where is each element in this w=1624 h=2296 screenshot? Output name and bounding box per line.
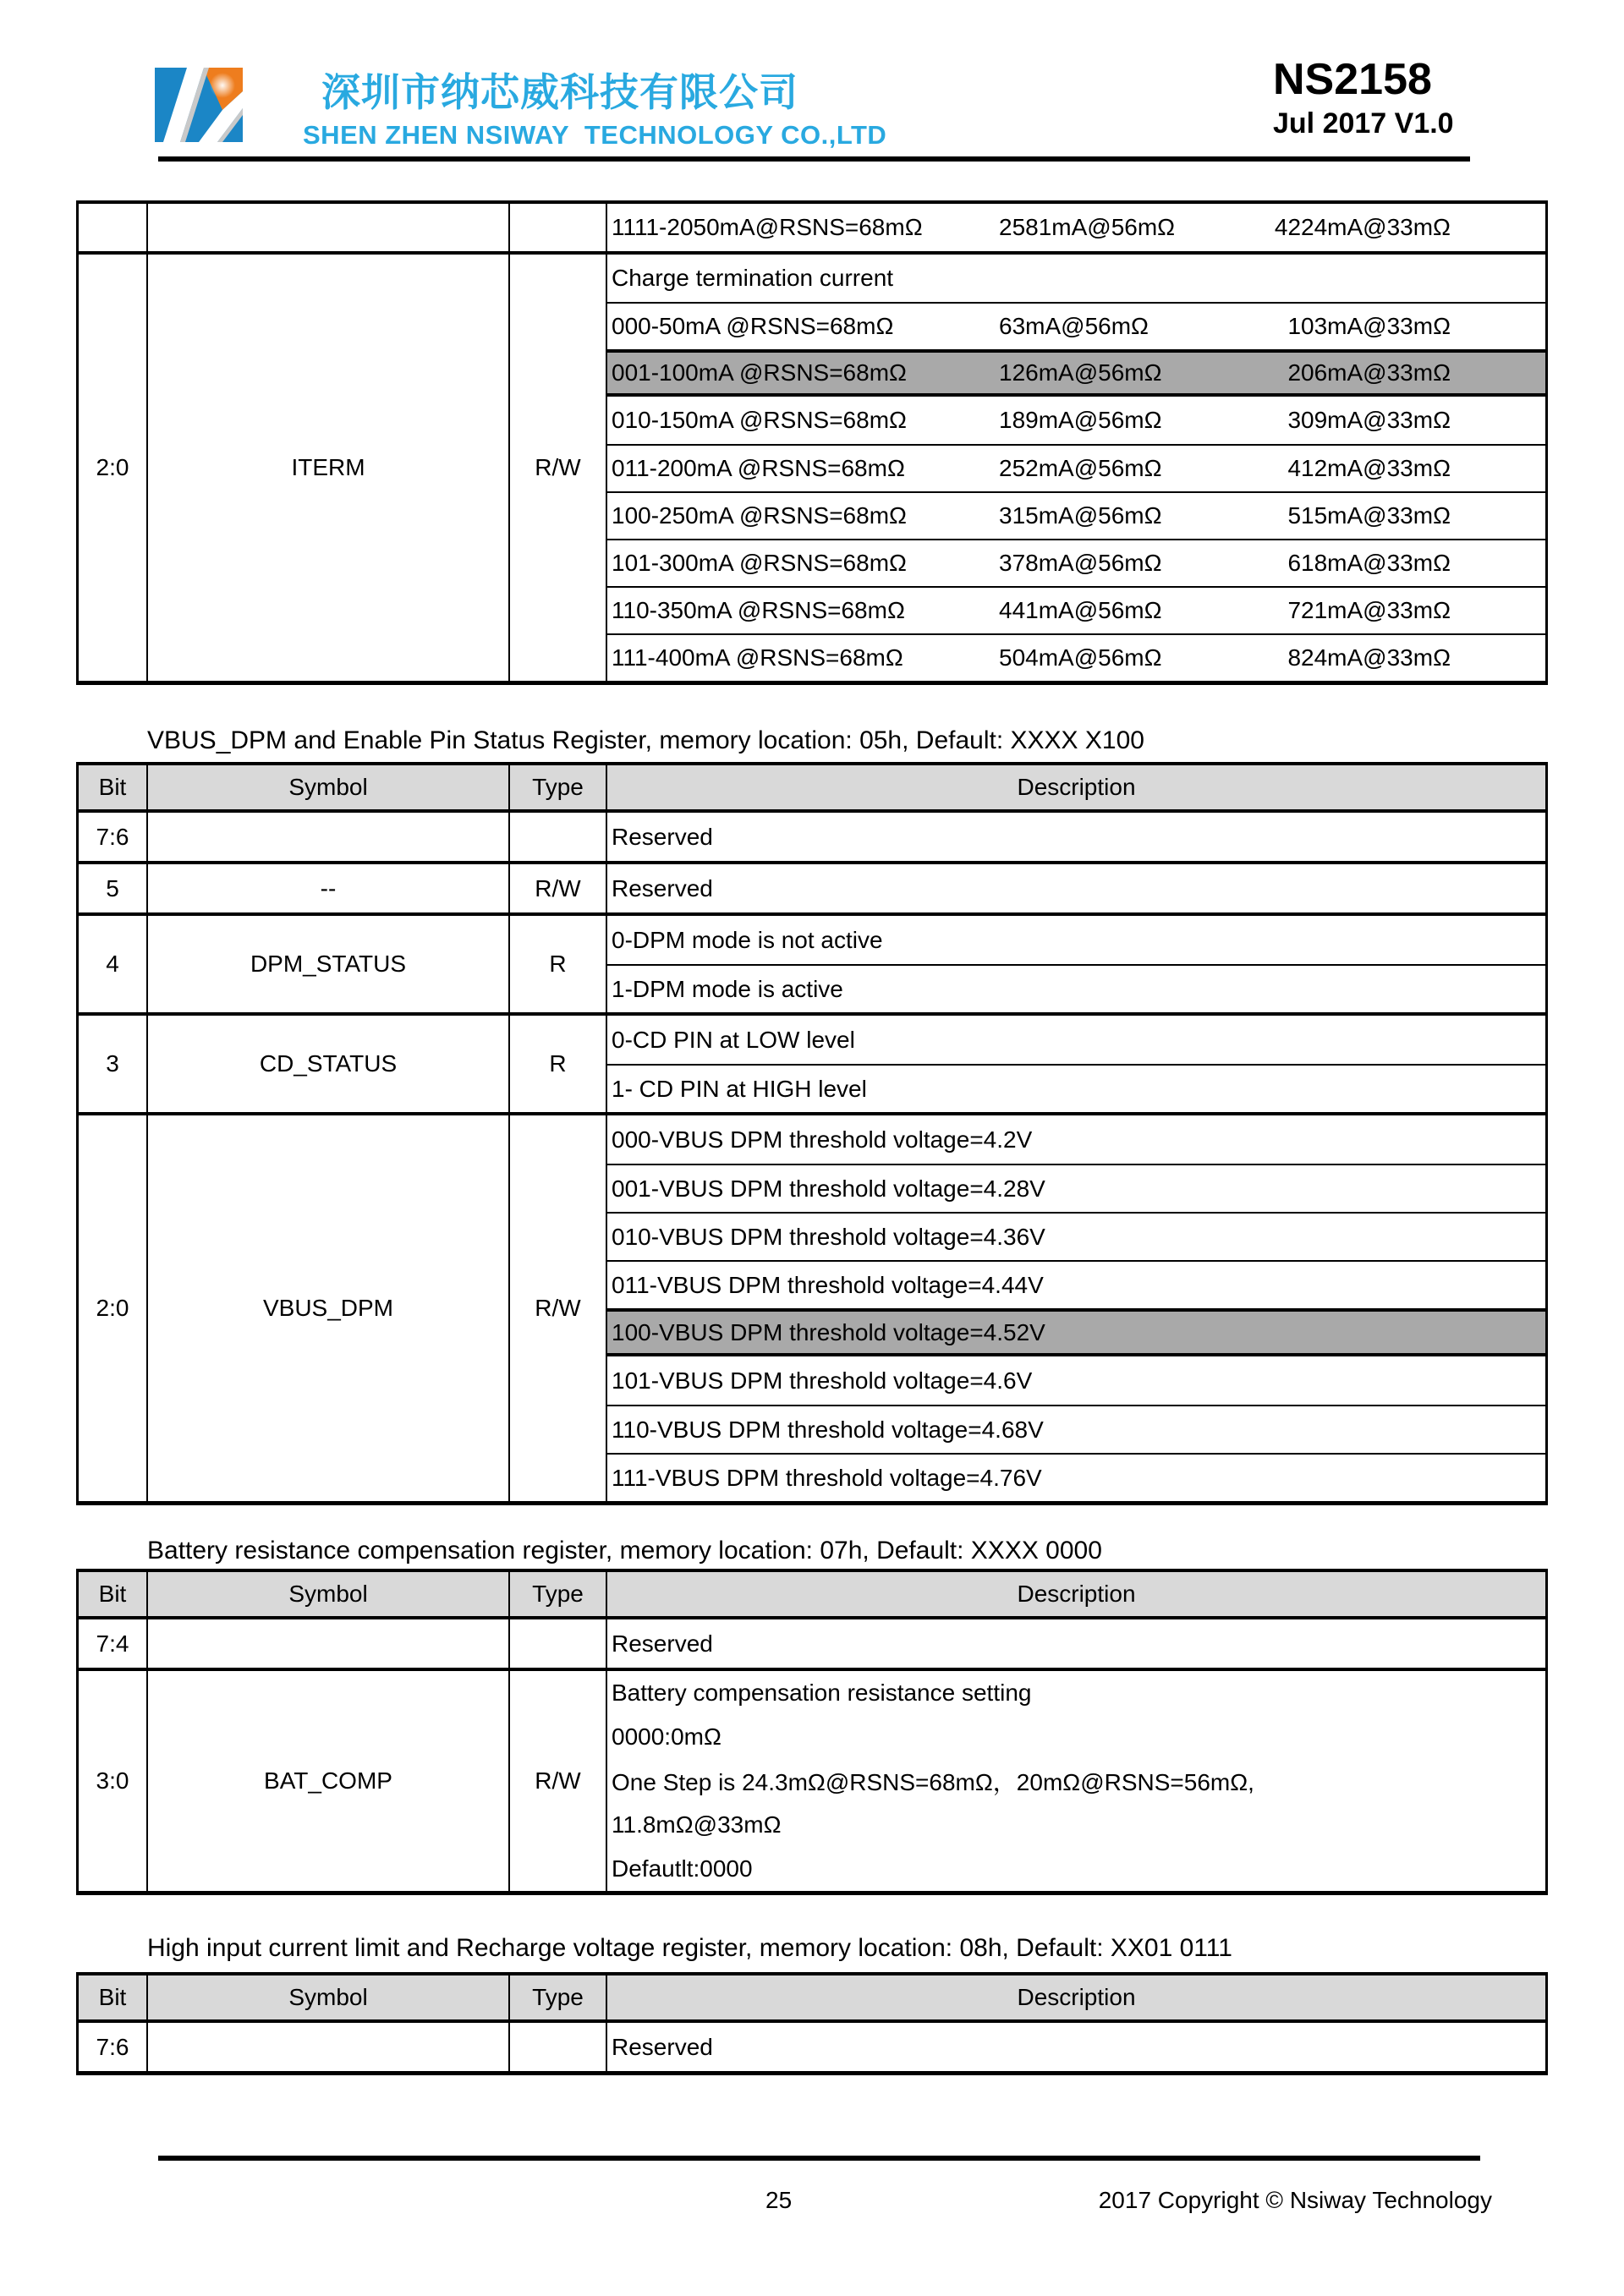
description-cell: 000-50mA @RSNS=68mΩ [612, 313, 894, 339]
description-row [607, 2023, 1545, 2071]
register-table-high-input-current [76, 1972, 1548, 2075]
description-row [607, 813, 1545, 861]
description-cell: 515mA@33mΩ [1287, 502, 1451, 529]
description-row [607, 1671, 1545, 1715]
description-cell: 252mA@56mΩ [999, 455, 1162, 481]
register-table-vbus-dpm [76, 762, 1548, 1505]
bit-cell: 3 [79, 1016, 148, 1112]
description-row [607, 1803, 1545, 1847]
description-cell: 4224mA@33mΩ [1274, 214, 1451, 240]
bit-group-row [79, 912, 1545, 1012]
copyright-notice: 2017 Copyright © Nsiway Technology [1098, 2187, 1492, 2213]
column-header-cell: Description [1017, 1984, 1136, 2010]
description-row [607, 1260, 1545, 1308]
description-cell: 0000:0mΩ [612, 1723, 721, 1750]
bit-cell: 7:4 [79, 1619, 148, 1668]
bit-group-row [79, 813, 1545, 861]
description-cell: 378mA@56mΩ [999, 550, 1162, 576]
description-cell: 721mA@33mΩ [1287, 597, 1451, 623]
description-cell: Defautlt:0000 [612, 1855, 753, 1882]
symbol-cell: ITERM [148, 255, 510, 681]
revision: Jul 2017 V1.0 [1273, 107, 1454, 140]
register-title-vbus-dpm: VBUS_DPM and Enable Pin Status Register, memory location: 05h, Default: XXXX X100 [147, 726, 1144, 754]
description-stack [607, 1016, 1545, 1112]
symbol-cell [148, 813, 510, 861]
symbol-cell: BAT_COMP [148, 1671, 510, 1891]
column-header-cell: Description [1017, 1581, 1136, 1607]
description-cell: 206mA@33mΩ [1287, 359, 1451, 386]
symbol-cell: VBUS_DPM [148, 1115, 510, 1501]
description-row [607, 349, 1545, 397]
description-row [607, 444, 1545, 491]
description-cell: Reserved [612, 2033, 713, 2060]
description-cell: 412mA@33mΩ [1287, 455, 1451, 481]
logo-graphic [155, 68, 243, 142]
description-cell: 010-150mA @RSNS=68mΩ [612, 407, 907, 433]
bit-group-row [79, 1619, 1545, 1668]
register-title-battery-compensation: Battery resistance compensation register, memory location: 07h, Default: XXXX 0000 [147, 1537, 1102, 1564]
description-cell: 101-VBUS DPM threshold voltage=4.6V [612, 1367, 1033, 1394]
description-cell: 504mA@56mΩ [999, 644, 1162, 671]
bit-cell: 5 [79, 864, 148, 912]
description-stack [607, 813, 1545, 861]
bit-cell: 3:0 [79, 1671, 148, 1891]
description-cell: 618mA@33mΩ [1287, 550, 1451, 576]
description-row [607, 1453, 1545, 1501]
symbol-cell: CD_STATUS [148, 1016, 510, 1112]
bit-group-row [79, 251, 1545, 681]
symbol-cell [148, 2023, 510, 2071]
description-cell: 0-DPM mode is not active [612, 926, 883, 953]
bit-group-row [79, 204, 1545, 251]
description-stack [607, 2023, 1545, 2071]
description-cell: 11.8mΩ@33mΩ [612, 1811, 782, 1838]
symbol-cell [148, 1619, 510, 1668]
description-cell: 1- CD PIN at HIGH level [612, 1075, 867, 1102]
description-row [607, 204, 1545, 251]
column-header-cell: Type [510, 1975, 607, 2019]
description-row [607, 586, 1545, 633]
description-cell: 011-200mA @RSNS=68mΩ [612, 455, 905, 481]
description-cell: 0-CD PIN at LOW level [612, 1026, 855, 1053]
type-cell: R/W [510, 255, 607, 681]
type-cell [510, 1619, 607, 1668]
column-header-cell: Type [510, 765, 607, 809]
description-row [607, 864, 1545, 912]
type-cell: R/W [510, 1115, 607, 1501]
description-cell: 101-300mA @RSNS=68mΩ [612, 550, 907, 576]
description-stack [607, 1619, 1545, 1668]
description-cell: 824mA@33mΩ [1287, 644, 1451, 671]
description-row [607, 1308, 1545, 1356]
description-row [607, 1115, 1545, 1164]
description-row [607, 1619, 1545, 1668]
nsiway-logo-icon [155, 68, 243, 142]
bit-cell: 7:6 [79, 813, 148, 861]
type-cell: R/W [510, 864, 607, 912]
description-row [607, 1405, 1545, 1453]
bit-group-row [79, 1112, 1545, 1501]
description-row [607, 1164, 1545, 1212]
description-row [607, 1759, 1545, 1803]
description-row [607, 1847, 1545, 1891]
column-header-row [79, 1975, 1545, 2023]
description-cell: 100-VBUS DPM threshold voltage=4.52V [612, 1318, 1045, 1345]
description-cell: Battery compensation resistance setting [612, 1680, 1032, 1706]
description-cell: 315mA@56mΩ [999, 502, 1162, 529]
description-row [607, 1212, 1545, 1260]
description-row [607, 1064, 1545, 1112]
type-cell [510, 2023, 607, 2071]
bit-group-row [79, 2023, 1545, 2071]
bit-group-row [79, 1668, 1545, 1891]
description-stack [607, 1671, 1545, 1891]
description-cell: 111-400mA @RSNS=68mΩ [612, 644, 903, 671]
description-cell: 110-350mA @RSNS=68mΩ [612, 597, 905, 623]
description-cell: Reserved [612, 874, 713, 901]
description-row [607, 1715, 1545, 1759]
description-stack [607, 864, 1545, 912]
description-cell: 100-250mA @RSNS=68mΩ [612, 502, 907, 529]
description-cell: 2581mA@56mΩ [999, 214, 1176, 240]
description-cell: 441mA@56mΩ [999, 597, 1162, 623]
description-cell: 011-VBUS DPM threshold voltage=4.44V [612, 1271, 1044, 1298]
description-cell: 1111-2050mA@RSNS=68mΩ [612, 214, 923, 240]
column-header-cell: Description [1017, 774, 1136, 800]
description-stack [607, 1115, 1545, 1501]
description-row [607, 1356, 1545, 1405]
bit-cell [79, 204, 148, 251]
bit-group-row [79, 861, 1545, 912]
description-row [607, 633, 1545, 681]
description-cell: 010-VBUS DPM threshold voltage=4.36V [612, 1223, 1045, 1250]
footer-rule [158, 2156, 1480, 2161]
description-cell: 126mA@56mΩ [999, 359, 1162, 386]
description-cell: Reserved [612, 823, 713, 850]
description-row [607, 302, 1545, 349]
column-header-cell: Symbol [148, 765, 510, 809]
description-cell: 189mA@56mΩ [999, 407, 1162, 433]
register-title-high-input-current: High input current limit and Recharge voltage register, memory location: 08h, Default: XX01 0111 [147, 1934, 1232, 1962]
type-cell: R [510, 916, 607, 1012]
bit-cell: 2:0 [79, 255, 148, 681]
description-cell: 110-VBUS DPM threshold voltage=4.68V [612, 1416, 1044, 1443]
bit-group-row [79, 1012, 1545, 1112]
bit-cell: 2:0 [79, 1115, 148, 1501]
column-header-cell: Bit [79, 1572, 148, 1616]
description-row [607, 1016, 1545, 1064]
description-stack [607, 916, 1545, 1012]
description-cell: 001-VBUS DPM threshold voltage=4.28V [612, 1175, 1045, 1202]
document-id-block [1273, 56, 1454, 140]
description-row [607, 397, 1545, 444]
description-stack [607, 255, 1545, 681]
company-name-cn: 深圳市纳芯威科技有限公司 [321, 70, 798, 114]
symbol-cell: -- [148, 864, 510, 912]
description-row [607, 255, 1545, 302]
register-table-iterm [76, 200, 1548, 685]
description-cell: 63mA@56mΩ [999, 313, 1149, 339]
register-table-battery-compensation [76, 1569, 1548, 1895]
bit-cell: 4 [79, 916, 148, 1012]
description-cell: 000-VBUS DPM threshold voltage=4.2V [612, 1126, 1033, 1153]
description-row [607, 539, 1545, 586]
column-header-cell: Bit [79, 1975, 148, 2019]
column-header-row [79, 1572, 1545, 1619]
symbol-cell [148, 204, 510, 251]
column-header-cell: Type [510, 1572, 607, 1616]
symbol-cell: DPM_STATUS [148, 916, 510, 1012]
part-number: NS2158 [1273, 55, 1432, 104]
description-cell: 1-DPM mode is active [612, 975, 843, 1002]
description-cell: 309mA@33mΩ [1287, 407, 1451, 433]
column-header-row [79, 765, 1545, 813]
description-stack [607, 204, 1545, 251]
description-row [607, 964, 1545, 1012]
company-name-en: SHEN ZHEN NSIWAY TECHNOLOGY CO.,LTD [303, 119, 887, 150]
company-block [303, 71, 886, 151]
column-header-cell: Bit [79, 765, 148, 809]
header-rule [158, 156, 1470, 162]
description-cell: One Step is 24.3mΩ@RSNS=68mΩ，20mΩ@RSNS=56mΩ, [612, 1769, 1254, 1795]
description-cell: Charge termination current [612, 265, 894, 291]
type-cell [510, 204, 607, 251]
description-row [607, 916, 1545, 964]
description-cell: 111-VBUS DPM threshold voltage=4.76V [612, 1464, 1042, 1491]
description-row [607, 491, 1545, 539]
column-header-cell: Symbol [148, 1975, 510, 2019]
type-cell: R/W [510, 1671, 607, 1891]
type-cell: R [510, 1016, 607, 1112]
description-cell: 103mA@33mΩ [1287, 313, 1451, 339]
description-cell: Reserved [612, 1630, 713, 1657]
description-cell: 001-100mA @RSNS=68mΩ [612, 359, 907, 386]
bit-cell: 7:6 [79, 2023, 148, 2071]
page-number: 25 [765, 2187, 793, 2213]
column-header-cell: Symbol [148, 1572, 510, 1616]
type-cell [510, 813, 607, 861]
